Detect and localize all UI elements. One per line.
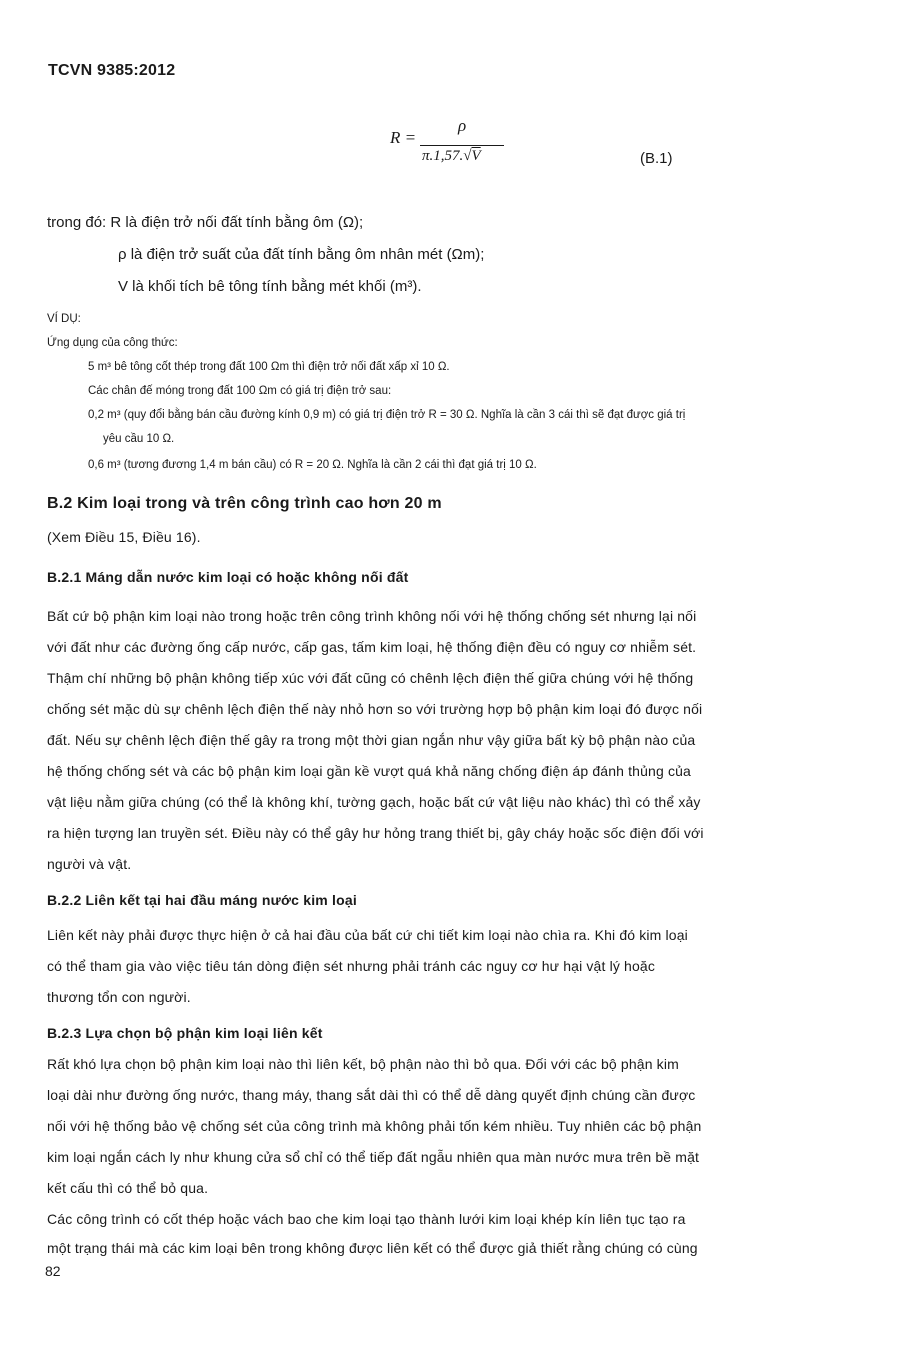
paragraph-line: thương tổn con người. bbox=[47, 989, 191, 1005]
paragraph-line: với đất như các đường ống cấp nước, cấp gas, tấm kim loại, hệ thống điện đều có nguy cơ nhiễm sét. bbox=[47, 639, 697, 655]
paragraph-line: chống sét mặc dù sự chênh lệch điện thế này nhỏ hơn so với trường hợp bộ phận kim loại đó được nối bbox=[47, 701, 703, 717]
example-line: yêu cầu 10 Ω. bbox=[103, 433, 175, 445]
paragraph-line: ra hiện tượng lan truyền sét. Điều này có thể gây hư hỏng trang thiết bị, gây cháy hoặc sốc điện đối với bbox=[47, 825, 704, 841]
paragraph-line: vật liệu nằm giữa chúng (có thể là không khí, tường gạch, hoặc bất cứ vật liệu nào khác) thì có thể xảy bbox=[47, 794, 701, 810]
paragraph-line: Rất khó lựa chọn bộ phận kim loại nào thì liên kết, bộ phận nào thì bỏ qua. Đối với các bộ phận kim bbox=[47, 1056, 679, 1072]
example-label: VÍ DỤ: bbox=[47, 313, 81, 325]
example-line: 0,2 m³ (quy đổi bằng bán cầu đường kính 0,9 m) có giá trị điện trở R = 30 Ω. Nghĩa là cần 3 cái thì sẽ đạt được giá trị bbox=[88, 409, 686, 421]
paragraph-line: người và vật. bbox=[47, 856, 132, 872]
formula-denominator bbox=[422, 148, 481, 165]
definition-line: ρ là điện trở suất của đất tính bằng ôm nhân mét (Ωm); bbox=[118, 246, 485, 263]
denominator-prefix: π.1,57.√ bbox=[422, 148, 472, 164]
formula-b1 bbox=[390, 116, 520, 176]
definition-line: trong đó: R là điện trở nối đất tính bằng ôm (Ω); bbox=[47, 214, 364, 231]
paragraph-line: nối với hệ thống bảo vệ chống sét của công trình mà không phải tốn kém nhiều. Tuy nhiên các bộ phận bbox=[47, 1118, 702, 1134]
example-line: 0,6 m³ (tương đương 1,4 m bán cầu) có R = 20 Ω. Nghĩa là cần 2 cái thì đạt giá trị 10 Ω. bbox=[88, 459, 537, 471]
page-number: 82 bbox=[45, 1263, 61, 1279]
paragraph-line: có thể tham gia vào việc tiêu tán dòng điện sét nhưng phải tránh các nguy cơ hư hại vật lý hoặc bbox=[47, 958, 655, 974]
example-line: Ứng dụng của công thức: bbox=[47, 337, 178, 349]
example-line: 5 m³ bê tông cốt thép trong đất 100 Ωm thì điện trở nối đất xấp xỉ 10 Ω. bbox=[88, 361, 450, 373]
section-heading-b2: B.2 Kim loại trong và trên công trình cao hơn 20 m bbox=[47, 495, 442, 512]
equation-number: (B.1) bbox=[640, 150, 673, 167]
paragraph-line: Liên kết này phải được thực hiện ở cả hai đầu của bất cứ chi tiết kim loại nào chìa ra. Khi đó kim loại bbox=[47, 927, 688, 943]
paragraph-line: một trạng thái mà các kim loại bên trong không được liên kết có thể được giả thiết rằng chúng có cùng bbox=[47, 1240, 698, 1256]
radicand: V bbox=[471, 148, 481, 164]
paragraph-line: Bất cứ bộ phận kim loại nào trong hoặc trên công trình không nối với hệ thống chống sét nhưng lại nối bbox=[47, 608, 697, 624]
paragraph-line: kim loại ngắn cách ly như khung cửa sổ chỉ có thể tiếp đất ngẫu nhiên qua màn nước mưa trên bề mặt bbox=[47, 1149, 700, 1165]
document-header: TCVN 9385:2012 bbox=[48, 62, 176, 79]
section-heading-b21: B.2.1 Máng dẫn nước kim loại có hoặc không nối đất bbox=[47, 569, 409, 585]
paragraph-line: Các công trình có cốt thép hoặc vách bao che kim loại tạo thành lưới kim loại khép kín liên tục tạo ra bbox=[47, 1211, 686, 1227]
example-line: Các chân đế móng trong đất 100 Ωm có giá trị điện trở sau: bbox=[88, 385, 392, 397]
paragraph-line: loại dài như đường ống nước, thang máy, thang sắt dài thì có thể dễ dàng quyết định chúng cần được bbox=[47, 1087, 696, 1103]
formula-numerator: ρ bbox=[458, 116, 467, 135]
paragraph-line: Thậm chí những bộ phận không tiếp xúc với đất cũng có chênh lệch điện thế giữa chúng với hệ thống bbox=[47, 670, 694, 686]
formula-lhs: R = bbox=[390, 128, 417, 147]
paragraph-line: hệ thống chống sét và các bộ phận kim loại gần kề vượt quá khả năng chống điện áp đánh thủng của bbox=[47, 763, 691, 779]
fraction-bar bbox=[420, 145, 504, 146]
section-reference: (Xem Điều 15, Điều 16). bbox=[47, 529, 201, 545]
section-heading-b22: B.2.2 Liên kết tại hai đầu máng nước kim loại bbox=[47, 892, 357, 908]
paragraph-line: kết cấu thì có thể bỏ qua. bbox=[47, 1180, 209, 1196]
paragraph-line: đất. Nếu sự chênh lệch điện thế gây ra trong một thời gian ngắn như vậy giữa bất kỳ bộ phận nào của bbox=[47, 732, 696, 748]
definition-line: V là khối tích bê tông tính bằng mét khối (m³). bbox=[118, 278, 422, 295]
section-heading-b23: B.2.3 Lựa chọn bộ phận kim loại liên kết bbox=[47, 1025, 323, 1041]
